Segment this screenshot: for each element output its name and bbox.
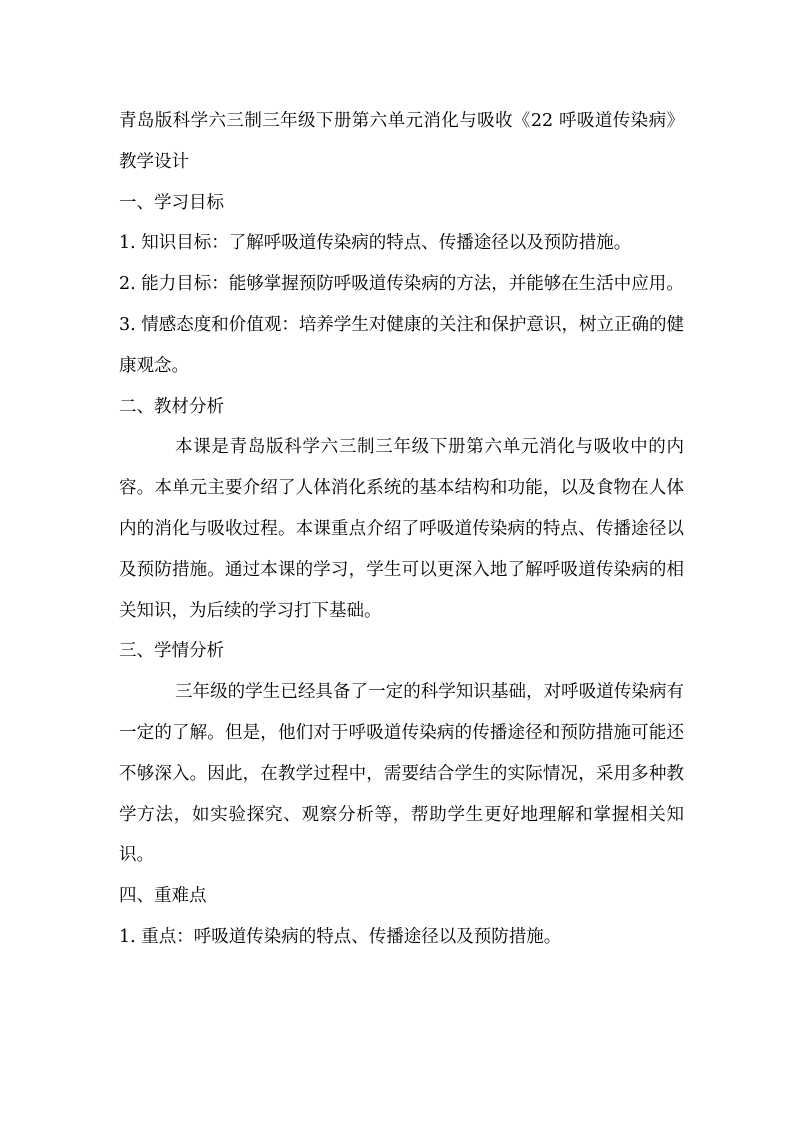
- document-body: [119, 101, 684, 958]
- document-title: 青岛版科学六三制三年级下册第六单元消化与吸收《22 呼吸道传染病》教学设计: [119, 111, 684, 172]
- section-heading-goals: 一、学习目标: [119, 192, 224, 213]
- textbook-analysis-paragraph: 本课是青岛版科学六三制三年级下册第六单元消化与吸收中的内容。本单元主要介绍了人体消化系统的基本结构和功能，以及食物在人体内的消化与吸收过程。本课重点介绍了呼吸道传染病的特点、传播途径以及预防措施。通过本课的学习，学生可以更深入地了解呼吸道传染病的相关知识，为后续的学习打下基础。: [119, 437, 684, 621]
- goal-item-attitude: 3. 情感态度和价值观：培养学生对健康的关注和保护意识，树立正确的健康观念。: [119, 314, 684, 376]
- section-heading-keypoints: 四、重难点: [119, 886, 207, 907]
- keypoint-item-focus: 1. 重点：呼吸道传染病的特点、传播途径以及预防措施。: [119, 926, 562, 947]
- goal-item-ability: 2. 能力目标：能够掌握预防呼吸道传染病的方法，并能够在生活中应用。: [119, 274, 684, 295]
- section-heading-textbook: 二、教材分析: [119, 396, 224, 417]
- section-heading-students: 三、学情分析: [119, 641, 224, 662]
- student-analysis-paragraph: 三年级的学生已经具备了一定的科学知识基础，对呼吸道传染病有一定的了解。但是，他们对于呼吸道传染病的传播途径和预防措施可能还不够深入。因此，在教学过程中，需要结合学生的实际情况，采用多种教学方法，如实验探究、观察分析等，帮助学生更好地理解和掌握相关知识。: [119, 682, 684, 866]
- goal-item-knowledge: 1. 知识目标：了解呼吸道传染病的特点、传播途径以及预防措施。: [119, 233, 632, 254]
